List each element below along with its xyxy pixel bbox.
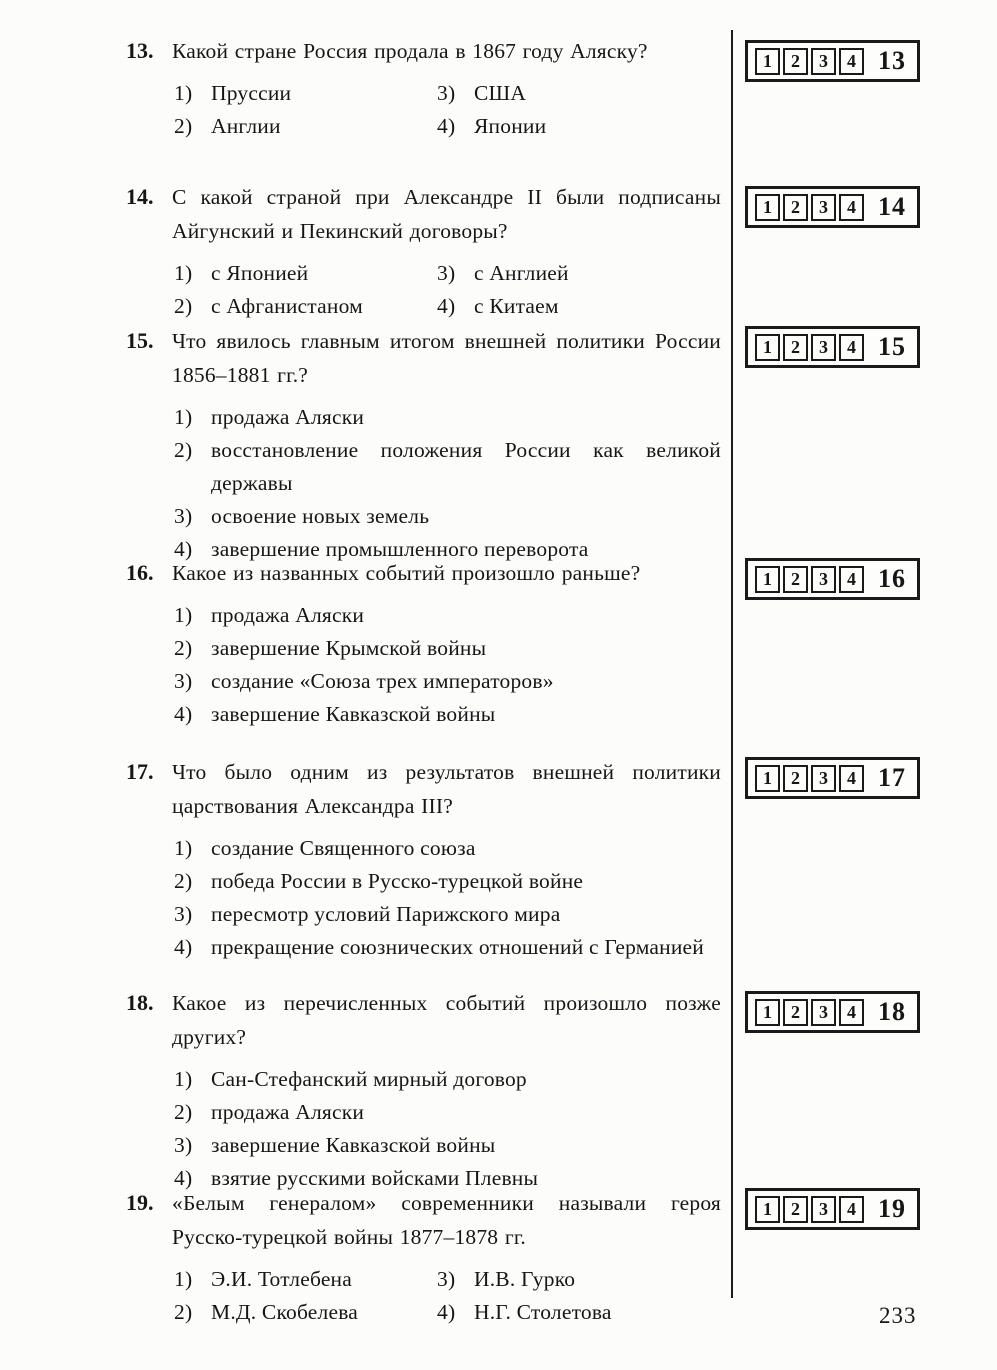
answer-cell-1[interactable]: 1 [755, 999, 780, 1026]
options-list [174, 1263, 721, 1329]
option-number: 1) [174, 405, 193, 429]
question-16 [125, 556, 721, 731]
options-list [174, 832, 721, 964]
option-3 [174, 1129, 721, 1162]
question-number: 18. [126, 990, 154, 1015]
answer-cell-3[interactable]: 3 [811, 999, 836, 1026]
answer-cell-2[interactable]: 2 [783, 48, 808, 75]
answer-box-question-number: 17 [878, 763, 906, 792]
question-text: «Белым генералом» современники называли героя Русско-турецкой войны 1877–1878 гг. [172, 1191, 721, 1249]
option-1 [174, 1063, 721, 1096]
option-text: создание «Союза трех императоров» [211, 669, 554, 693]
answer-cells [755, 194, 864, 221]
option-number: 1) [174, 81, 193, 105]
option-number: 3) [174, 669, 193, 693]
answer-box-18 [745, 991, 920, 1033]
option-text: М.Д. Скобелева [211, 1300, 359, 1324]
answer-cell-4[interactable]: 4 [839, 1196, 864, 1223]
option-number: 2) [174, 114, 193, 138]
answer-cell-3[interactable]: 3 [811, 566, 836, 593]
option-2 [174, 290, 437, 323]
answer-cell-2[interactable]: 2 [783, 1196, 808, 1223]
answer-box-19 [745, 1188, 920, 1230]
option-number: 2) [174, 636, 193, 660]
answer-cell-3[interactable]: 3 [811, 194, 836, 221]
answer-cells [755, 48, 864, 75]
option-text: завершение Кавказской войны [211, 702, 496, 726]
option-number: 2) [174, 869, 193, 893]
answer-cell-1[interactable]: 1 [755, 334, 780, 361]
options-list [174, 401, 721, 566]
option-1 [174, 599, 721, 632]
question-14 [125, 180, 721, 323]
option-number: 4) [174, 537, 193, 561]
answer-box-15 [745, 326, 920, 368]
option-number: 2) [174, 294, 193, 318]
question-text: Какое из названных событий произошло раньше? [172, 561, 641, 585]
answer-box-17 [745, 757, 920, 799]
option-text: продажа Аляски [211, 1100, 365, 1124]
option-2 [174, 434, 721, 500]
option-2 [174, 110, 437, 143]
option-3 [437, 257, 721, 290]
option-text: Э.И. Тотлебена [211, 1267, 353, 1291]
option-1 [174, 1263, 437, 1296]
option-3 [174, 898, 721, 931]
option-2 [174, 865, 721, 898]
answer-cells [755, 765, 864, 792]
answer-cell-2[interactable]: 2 [783, 999, 808, 1026]
option-text: взятие русскими войсками Плевны [211, 1166, 539, 1190]
option-1 [174, 77, 437, 110]
option-number: 4) [437, 294, 456, 318]
question-number: 15. [126, 328, 154, 353]
answer-cell-3[interactable]: 3 [811, 1196, 836, 1223]
answer-cell-1[interactable]: 1 [755, 194, 780, 221]
option-text: завершение промышленного переворота [211, 537, 589, 561]
option-2 [174, 632, 721, 665]
option-text: с Японией [211, 261, 309, 285]
question-number: 14. [126, 184, 154, 209]
answer-box-14 [745, 186, 920, 228]
answer-box-question-number: 19 [878, 1194, 906, 1223]
page-number: 233 [879, 1303, 917, 1328]
answer-box-question-number: 15 [878, 332, 906, 361]
option-number: 3) [437, 261, 456, 285]
option-number: 1) [174, 1267, 193, 1291]
column-divider-line [731, 30, 733, 1298]
question-text: Что явилось главным итогом внешней политики России 1856–1881 гг.? [172, 329, 721, 387]
answer-cell-3[interactable]: 3 [811, 334, 836, 361]
option-text: И.В. Гурко [474, 1267, 576, 1291]
option-4 [437, 1296, 721, 1329]
option-text: Англии [211, 114, 281, 138]
option-text: продажа Аляски [211, 405, 365, 429]
option-text: прекращение союзнических отношений с Германией [211, 935, 704, 959]
option-number: 4) [437, 1300, 456, 1324]
answer-cell-2[interactable]: 2 [783, 194, 808, 221]
option-number: 4) [174, 935, 193, 959]
option-number: 4) [437, 114, 456, 138]
option-number: 4) [174, 702, 193, 726]
answer-cells [755, 334, 864, 361]
answer-cells [755, 1196, 864, 1223]
option-text: завершение Крымской войны [211, 636, 487, 660]
option-number: 2) [174, 438, 193, 462]
option-number: 3) [174, 504, 193, 528]
option-2 [174, 1296, 437, 1329]
option-text: пересмотр условий Парижского мира [211, 902, 561, 926]
question-number: 19. [126, 1190, 154, 1215]
question-18 [125, 986, 721, 1195]
answer-box-question-number: 14 [878, 192, 906, 221]
option-text: победа России в Русско-турецкой войне [211, 869, 584, 893]
answer-cell-1[interactable]: 1 [755, 1196, 780, 1223]
answer-cell-1[interactable]: 1 [755, 765, 780, 792]
option-1 [174, 257, 437, 290]
option-1 [174, 401, 721, 434]
option-number: 1) [174, 603, 193, 627]
option-text: Сан-Стефанский мирный договор [211, 1067, 527, 1091]
option-text: с Афганистаном [211, 294, 363, 318]
option-number: 1) [174, 1067, 193, 1091]
option-3 [437, 77, 721, 110]
option-text: создание Священного союза [211, 836, 476, 860]
option-number: 3) [174, 1133, 193, 1157]
question-19 [125, 1186, 721, 1329]
answer-cell-3[interactable]: 3 [811, 765, 836, 792]
option-text: Н.Г. Столетова [474, 1300, 612, 1324]
option-4 [174, 698, 721, 731]
options-list [174, 257, 721, 323]
answer-cells [755, 566, 864, 593]
answer-cell-3[interactable]: 3 [811, 48, 836, 75]
option-3 [174, 665, 721, 698]
option-number: 1) [174, 836, 193, 860]
answer-box-question-number: 18 [878, 997, 906, 1026]
option-3 [174, 500, 721, 533]
option-4 [174, 931, 721, 964]
answer-cell-4[interactable]: 4 [839, 334, 864, 361]
question-17 [125, 755, 721, 964]
option-number: 2) [174, 1100, 193, 1124]
answer-cell-2[interactable]: 2 [783, 566, 808, 593]
answer-box-13 [745, 40, 920, 82]
option-text: Японии [474, 114, 547, 138]
answer-cell-1[interactable]: 1 [755, 566, 780, 593]
option-number: 2) [174, 1300, 193, 1324]
question-text: Какое из перечисленных событий произошло позже других? [172, 991, 721, 1049]
options-list [174, 1063, 721, 1195]
option-3 [437, 1263, 721, 1296]
answer-cell-4[interactable]: 4 [839, 765, 864, 792]
option-text: с Англией [474, 261, 569, 285]
options-list [174, 599, 721, 731]
answer-cell-4[interactable]: 4 [839, 48, 864, 75]
question-15 [125, 324, 721, 566]
answer-cell-1[interactable]: 1 [755, 48, 780, 75]
question-number: 13. [126, 38, 154, 63]
option-number: 1) [174, 261, 193, 285]
option-4 [437, 110, 721, 143]
answer-cell-4[interactable]: 4 [839, 194, 864, 221]
option-text: США [474, 81, 527, 105]
question-13 [125, 34, 721, 143]
option-1 [174, 832, 721, 865]
option-text: Пруссии [211, 81, 292, 105]
option-text: освоение новых земель [211, 504, 430, 528]
answer-box-question-number: 13 [878, 46, 906, 75]
question-text: Какой стране Россия продала в 1867 году Аляску? [172, 39, 648, 63]
option-text: завершение Кавказской войны [211, 1133, 496, 1157]
option-number: 4) [174, 1166, 193, 1190]
answer-cell-2[interactable]: 2 [783, 765, 808, 792]
option-number: 3) [437, 1267, 456, 1291]
option-2 [174, 1096, 721, 1129]
answer-cells [755, 999, 864, 1026]
question-text: Что было одним из результатов внешней политики царствования Александра III? [172, 760, 721, 818]
answer-cell-2[interactable]: 2 [783, 334, 808, 361]
option-number: 3) [174, 902, 193, 926]
question-number: 16. [126, 560, 154, 585]
answer-cell-4[interactable]: 4 [839, 566, 864, 593]
options-list [174, 77, 721, 143]
answer-box-question-number: 16 [878, 564, 906, 593]
question-number: 17. [126, 759, 154, 784]
option-text: с Китаем [474, 294, 559, 318]
answer-box-16 [745, 558, 920, 600]
option-number: 3) [437, 81, 456, 105]
option-text: продажа Аляски [211, 603, 365, 627]
question-text: С какой страной при Александре II были подписаны Айгунский и Пекинский договоры? [172, 185, 721, 243]
option-text: восстановление положения России как великой державы [211, 438, 721, 495]
option-4 [437, 290, 721, 323]
answer-cell-4[interactable]: 4 [839, 999, 864, 1026]
